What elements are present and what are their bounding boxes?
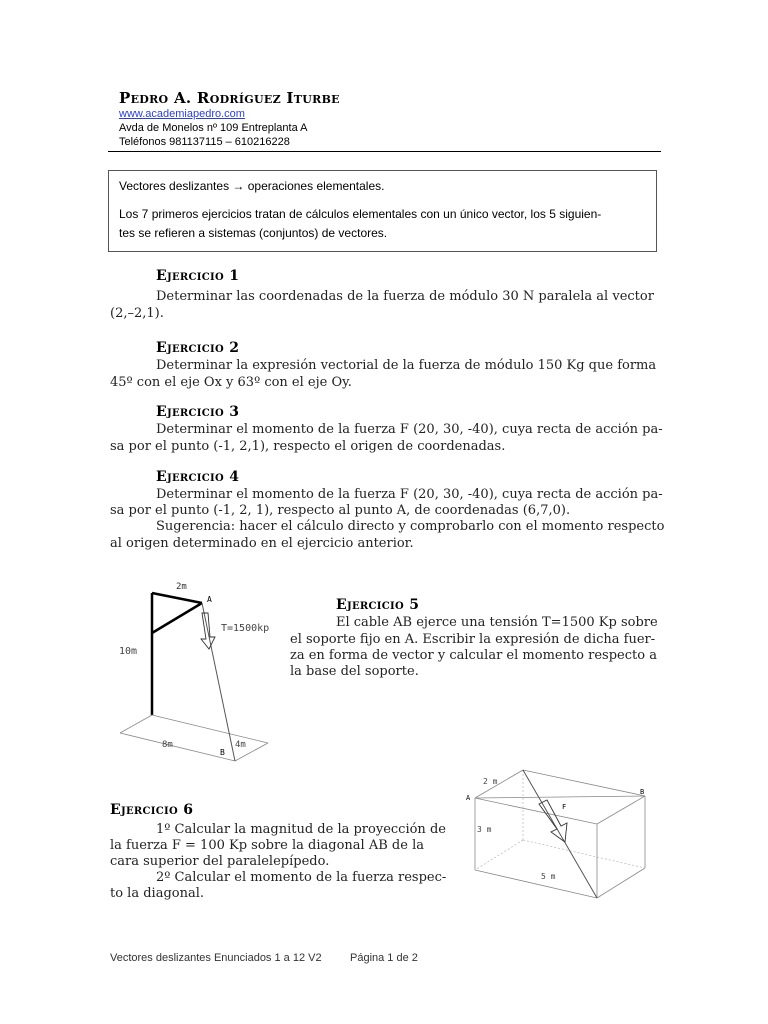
exercise-1-line: (2,–2,1). bbox=[110, 306, 164, 321]
exercise-1-title: Ejercicio 1 bbox=[156, 268, 240, 284]
author-name: Pedro A. Rodríguez Iturbe bbox=[119, 89, 340, 107]
exercise-4-line: sa por el punto (-1, 2, 1), respecto al punto A, de coordenadas (6,7,0). bbox=[110, 503, 571, 518]
footer-document-name: Vectores deslizantes Enunciados 1 a 12 V2 bbox=[110, 952, 322, 964]
exercise-6-figure bbox=[455, 762, 665, 912]
fig5-label-height: 10m bbox=[119, 646, 138, 657]
exercise-4-title: Ejercicio 4 bbox=[156, 469, 240, 485]
box-hidden-edge bbox=[475, 840, 523, 870]
support-top-bar bbox=[152, 593, 202, 603]
exercise-1-line: Determinar las coordenadas de la fuerza de módulo 30 N paralela al vector bbox=[156, 289, 654, 304]
fig6-label-w: 2 m bbox=[483, 777, 498, 786]
exercise-4-line: Sugerencia: hacer el cálculo directo y comprobarlo con el momento respecto bbox=[156, 519, 665, 534]
exercise-5-title: Ejercicio 5 bbox=[336, 597, 420, 613]
exercise-5-line: el soporte fijo en A. Escribir la expresión de dicha fuer- bbox=[290, 632, 656, 647]
phone-text: Teléfonos 981137115 – 610216228 bbox=[119, 136, 290, 148]
box-edge bbox=[523, 770, 645, 796]
exercise-6-line: la fuerza F = 100 Kp sobre la diagonal AB de la bbox=[110, 838, 424, 853]
exercise-5-line: la base del soporte. bbox=[290, 664, 419, 679]
fig6-label-a: A bbox=[466, 794, 471, 802]
fig6-label-b: B bbox=[640, 788, 645, 796]
footer-page-number: Página 1 de 2 bbox=[350, 952, 418, 964]
address-text: Avda de Monelos nº 109 Entreplanta A bbox=[119, 122, 308, 134]
intro-paragraph-line1: Los 7 primeros ejercicios tratan de cálculos elementales con un único vector, los 5 siguien- bbox=[119, 207, 602, 221]
fig6-label-l: 5 m bbox=[541, 872, 556, 881]
fig5-label-tension: T=1500kp bbox=[221, 623, 270, 634]
support-brace bbox=[152, 603, 202, 633]
exercise-2-title: Ejercicio 2 bbox=[156, 340, 240, 356]
exercise-2-line: Determinar la expresión vectorial de la fuerza de módulo 150 Kg que forma bbox=[156, 358, 657, 373]
exercise-6-title: Ejercicio 6 bbox=[110, 802, 194, 818]
box-hidden-edge bbox=[523, 840, 645, 868]
fig6-label-h: 3 m bbox=[477, 825, 492, 834]
exercise-6-line: cara superior del paralelepípedo. bbox=[110, 854, 330, 869]
exercise-5-line: za en forma de vector y calcular el momento respecto a bbox=[290, 648, 657, 663]
diagonal-ab bbox=[475, 796, 645, 798]
exercise-3-title: Ejercicio 3 bbox=[156, 404, 240, 420]
box-edge bbox=[597, 868, 645, 898]
fig5-label-top: 2m bbox=[176, 582, 187, 592]
exercise-2-line: 45º con el eje Ox y 63º con el eje Oy. bbox=[110, 375, 352, 390]
box-edge bbox=[597, 796, 645, 824]
base-line bbox=[120, 715, 152, 733]
exercise-6-line: 1º Calcular la magnitud de la proyección de bbox=[156, 822, 446, 837]
fig5-label-side: 4m bbox=[235, 740, 246, 750]
exercise-4-line: al origen determinado en el ejercicio anterior. bbox=[110, 536, 414, 551]
force-line bbox=[523, 770, 597, 898]
exercise-6-line: to la diagonal. bbox=[110, 886, 205, 901]
base-line bbox=[152, 715, 268, 743]
box-edge bbox=[475, 798, 597, 824]
fig5-label-base: 8m bbox=[162, 740, 173, 750]
exercise-4-line: Determinar el momento de la fuerza F (20, 30, -40), cuya recta de acción pa- bbox=[156, 487, 663, 502]
website-link[interactable]: www.academiapedro.com bbox=[119, 108, 245, 120]
header-divider bbox=[108, 151, 661, 152]
exercise-5-figure bbox=[110, 575, 280, 770]
exercise-6-line: 2º Calcular el momento de la fuerza respec- bbox=[156, 870, 447, 885]
intro-box bbox=[108, 170, 657, 252]
fig6-label-f: F bbox=[562, 803, 567, 811]
intro-paragraph-line2: tes se refieren a sistemas (conjuntos) de vectores. bbox=[119, 226, 388, 240]
base-line bbox=[120, 733, 235, 761]
intro-title: Vectores deslizantes → operaciones elementales. bbox=[119, 179, 385, 193]
box-edge bbox=[475, 870, 597, 898]
exercise-3-line: sa por el punto (-1, 2,1), respecto el origen de coordenadas. bbox=[110, 439, 506, 454]
exercise-3-line: Determinar el momento de la fuerza F (20, 30, -40), cuya recta de acción pa- bbox=[156, 422, 663, 437]
exercise-5-line: El cable AB ejerce una tensión T=1500 Kp sobre bbox=[336, 615, 658, 630]
fig5-label-a: A bbox=[207, 595, 212, 604]
fig5-label-b: B bbox=[220, 748, 225, 757]
